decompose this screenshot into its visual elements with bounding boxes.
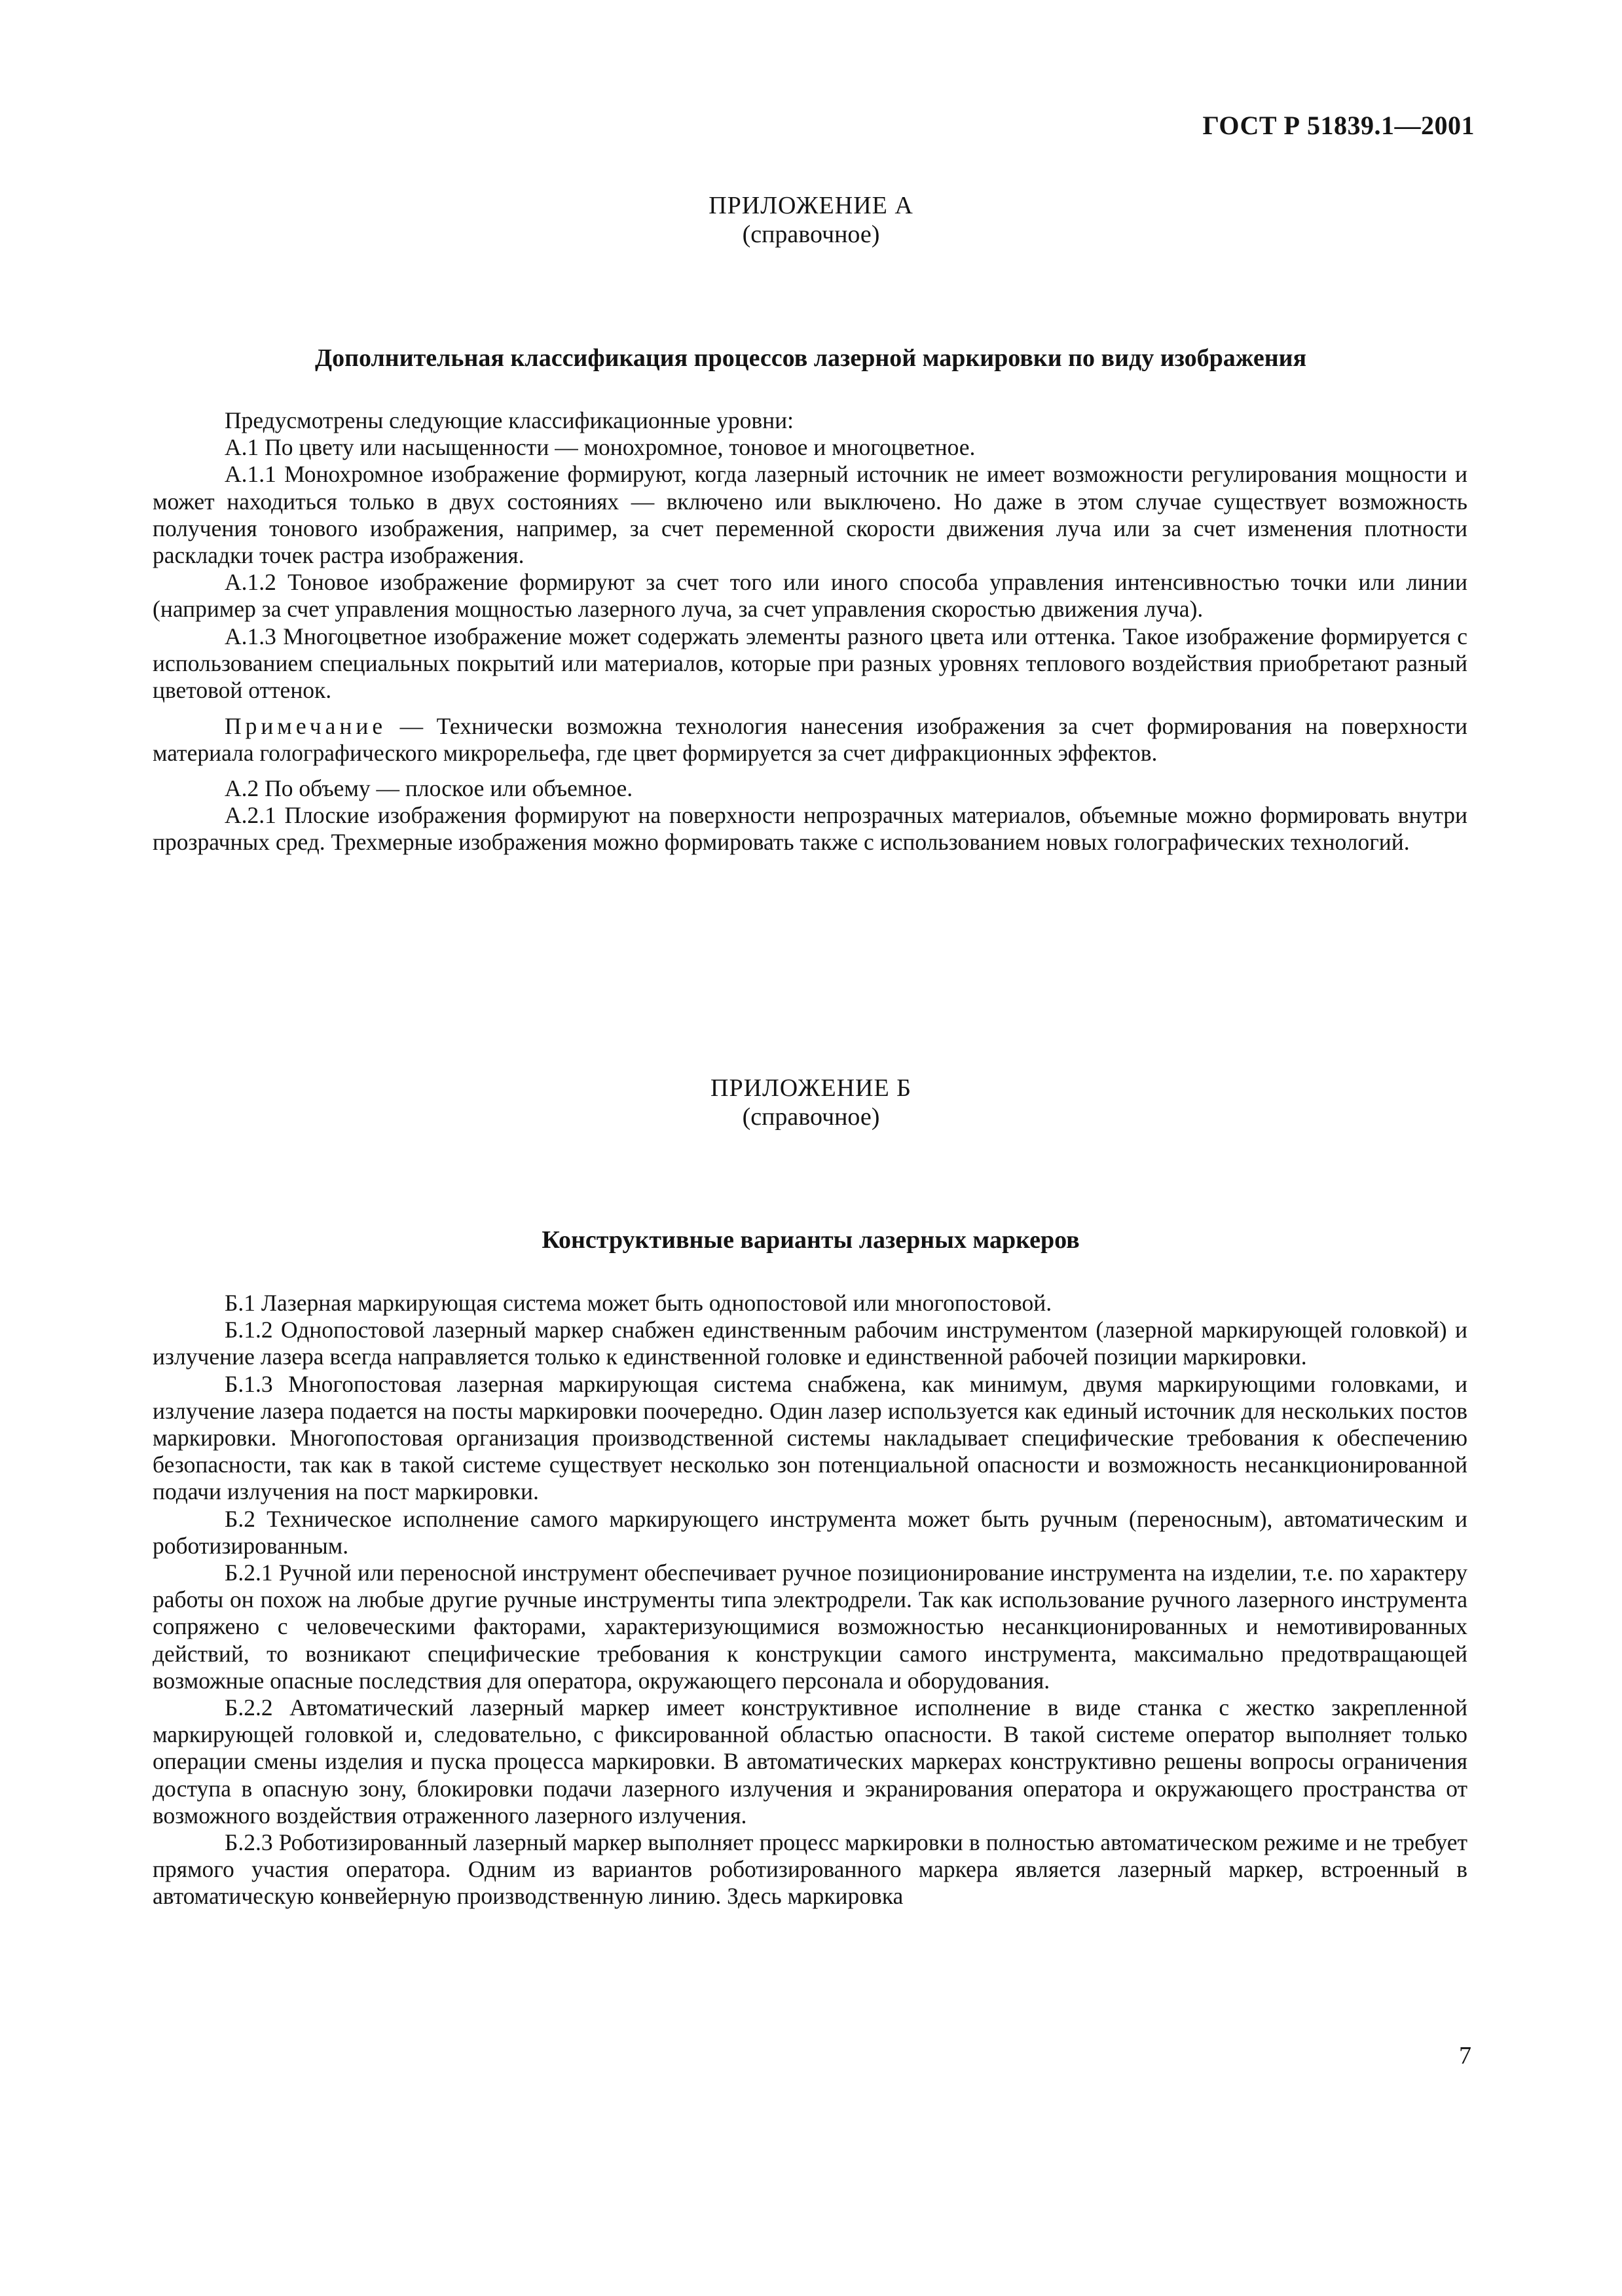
appendix-b-title-block (0, 1074, 1622, 1131)
paragraph: А.1.1 Монохромное изображение формируют, когда лазерный источник не имеет возможности регулирования мощности и может находиться только в двух состояниях — включено или выключено. Но даже в этом случае существует возможность получения тонового изображения, например, за счет переменной скорости движения луча или за счет изменения плотности раскладки точек растра изображения. (153, 461, 1467, 569)
appendix-a-title-block (0, 191, 1622, 249)
page-number: 7 (1459, 2042, 1471, 2069)
note-text: — Технически возможна технология нанесения изображения за счет формирования на поверхности материала голографического микрорельефа, где цвет формируется за счет дифракционных эффектов. (153, 713, 1467, 767)
paragraph: Б.2.2 Автоматический лазерный маркер имеет конструктивное исполнение в виде станка с жестко закрепленной маркирующей головкой и, следовательно, с фиксированной областью опасности. В такой системе оператор выполняет только операции смены изделия и пуска процесса маркировки. В автоматических маркерах конструктивно решены вопросы ограничения доступа в опасную зону, блокировки подачи лазерного излучения и экранирования оператора и окружающего пространства от возможного воздействия отраженного лазерного излучения. (153, 1694, 1467, 1829)
paragraph: Предусмотрены следующие классификационные уровни: (225, 407, 794, 433)
appendix-b-title: ПРИЛОЖЕНИЕ Б (710, 1074, 912, 1102)
appendix-b-subtitle: (справочное) (742, 1103, 880, 1131)
paragraph: Б.1.3 Многопостовая лазерная маркирующая система снабжена, как минимум, двумя маркирующими головками, и излучение лазера подается на посты маркировки поочередно. Один лазер используется как единый источник для нескольких постов маркировки. Многопостовая организация производственной системы накладывает специфические требования к обеспечению безопасности, так как в такой системе существует несколько зон потенциальной опасности и возможность несанкционированной подачи излучения на пост маркировки. (153, 1370, 1467, 1505)
paragraph: А.1.3 Многоцветное изображение может содержать элементы разного цвета или оттенка. Такое изображение формируется с использованием специальных покрытий или материалов, которые при разных уровнях теплового воздействия приобретают разный цветовой оттенок. (153, 623, 1467, 704)
appendix-a-title: ПРИЛОЖЕНИЕ А (709, 192, 913, 219)
paragraph: Б.1.2 Однопостовой лазерный маркер снабжен единственным рабочим инструментом (лазерной маркирующей головкой) и излучение лазера всегда направляется только к единственной головке и единственной рабочей позиции маркировки. (153, 1317, 1467, 1370)
paragraph: Б.2.3 Роботизированный лазерный маркер выполняет процесс маркировки в полностью автоматическом режиме и не требует прямого участия оператора. Одним из вариантов роботизированного маркера является лазерный маркер, встроенный в автоматическую конвейерную производственную линию. Здесь маркировка (153, 1829, 1467, 1910)
paragraph: Б.2 Техническое исполнение самого маркирующего инструмента может быть ручным (переносным), автоматическим и роботизированным. (153, 1505, 1467, 1559)
paragraph: А.1 По цвету или насыщенности — монохромное, тоновое и многоцветное. (225, 434, 976, 461)
appendix-a-body (153, 407, 1467, 856)
appendix-b-heading: Конструктивные варианты лазерных маркеров (542, 1226, 1080, 1254)
standard-code: ГОСТ Р 51839.1—2001 (1202, 111, 1475, 140)
note-label: Примечание (225, 713, 387, 740)
paragraph: Б.2.1 Ручной или переносной инструмент обеспечивает ручное позиционирование инструмента на изделии, т.е. по характеру работы он похож на любые другие ручные инструменты типа электродрели. Так как использование ручного лазерного инструмента сопряжено с человеческими факторами, характеризующимися возможностью несанкционированных и немотивированных действий, то возникают специфические требования к конструкции самого инструмента, максимально предотвращающей возможные опасные последствия для оператора, окружающего персонала и оборудования. (153, 1559, 1467, 1694)
paragraph: А.1.2 Тоновое изображение формируют за счет того или иного способа управления интенсивностью точки или линии (например за счет управления мощностью лазерного луча, за счет управления скоростью движения луча). (153, 569, 1467, 623)
paragraph: А.2 По объему — плоское или объемное. (225, 774, 633, 801)
appendix-a-subtitle: (справочное) (742, 221, 880, 248)
paragraph: Б.1 Лазерная маркирующая система может быть однопостовой или многопостовой. (225, 1290, 1052, 1316)
appendix-a-heading: Дополнительная классификация процессов лазерной маркировки по виду изображения (314, 344, 1307, 372)
note (153, 713, 1467, 767)
appendix-b-body (153, 1290, 1467, 1910)
paragraph: А.2.1 Плоские изображения формируют на поверхности непрозрачных материалов, объемные можно формировать внутри прозрачных сред. Трехмерные изображения можно формировать также с использованием новых голографических технологий. (153, 801, 1467, 856)
